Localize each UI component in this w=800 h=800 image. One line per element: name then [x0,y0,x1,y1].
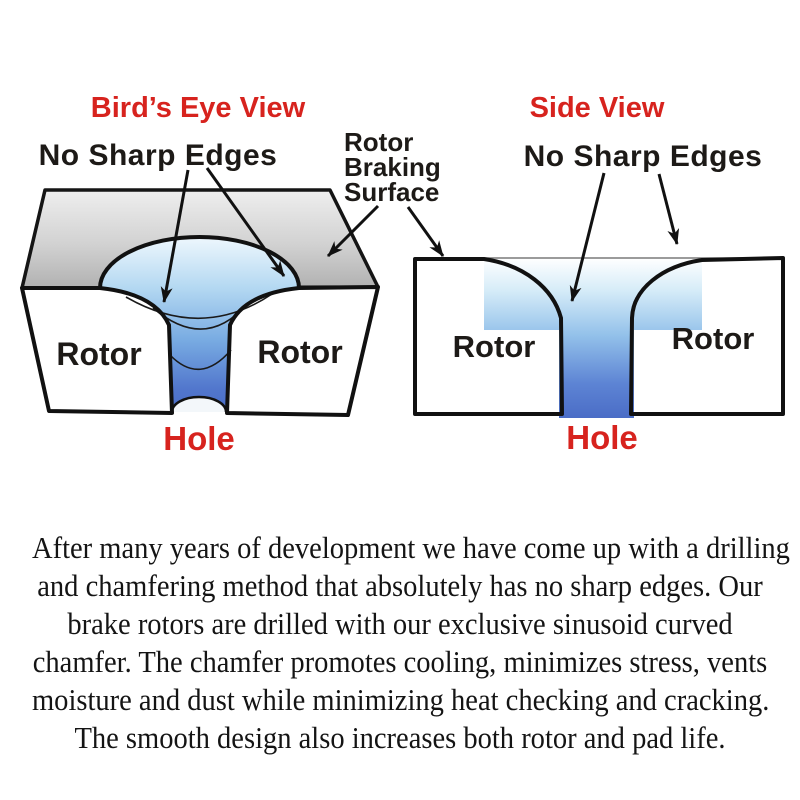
arrow-nse-right-b [659,174,677,244]
description-line: After many years of development we have come up with a drilling [32,530,790,565]
side-diagram [415,258,783,418]
description-line: The smooth design also increases both rotor and pad life. [74,720,726,755]
side-title: Side View [529,92,665,124]
no-sharp-edges-left-label: No Sharp Edges [38,139,278,172]
arrow-braking-surface-right [408,207,443,256]
description-line: brake rotors are drilled with our exclusive sinusoid curved [67,606,733,641]
description-line: chamfer. The chamfer promotes cooling, minimizes stress, vents [32,644,768,679]
birdseye-hole-label: Hole [163,420,235,457]
side-rotor-right-label: Rotor [671,321,755,356]
side-hole-label: Hole [566,419,638,456]
description-line: moisture and dust while minimizing heat checking and cracking. [32,682,770,717]
rotor-braking-surface-line2: Braking [344,152,441,182]
rotor-braking-surface-line1: Rotor [344,127,414,157]
birdseye-rotor-left-label: Rotor [56,336,142,372]
description-paragraph [32,529,790,757]
side-hole-channel [559,258,634,418]
rotor-braking-surface-line3: Surface [344,177,440,207]
description-line: and chamfering method that absolutely has no sharp edges. Our [37,568,763,603]
birdseye-title: Bird’s Eye View [90,92,306,124]
rotor-braking-surface-label [344,127,441,207]
birdseye-diagram [22,190,378,415]
side-rotor-left-label: Rotor [452,329,536,364]
birdseye-rotor-right-label: Rotor [257,334,343,370]
no-sharp-edges-right-label: No Sharp Edges [523,140,763,173]
